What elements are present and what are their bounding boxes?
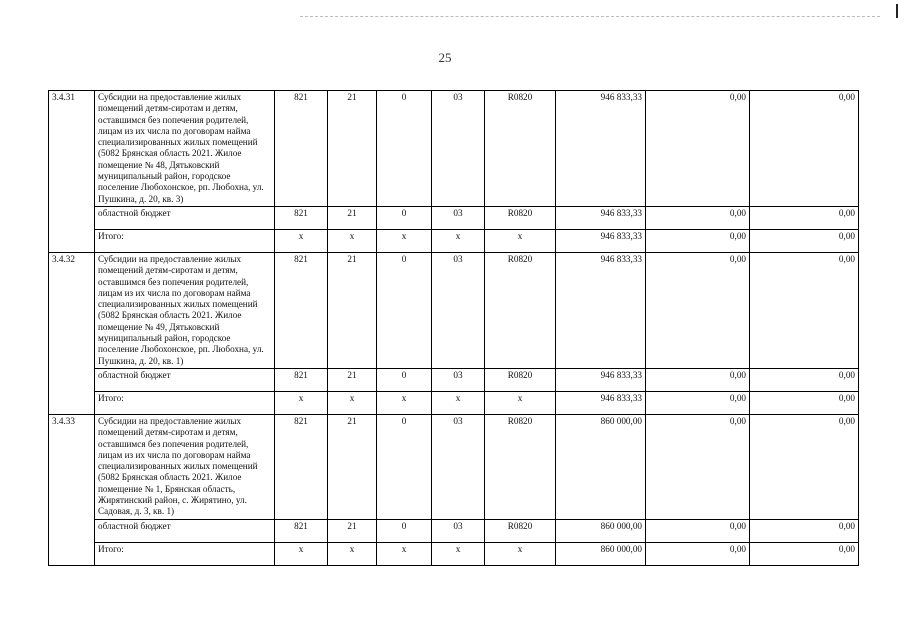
amount-2022: 0,00: [646, 519, 750, 542]
classification-cell: x: [485, 542, 556, 565]
classification-cell: 03: [432, 368, 485, 391]
amount-2021: 860 000,00: [556, 414, 646, 519]
classification-cell: 03: [432, 206, 485, 229]
scan-header-rule: [300, 16, 880, 17]
classification-cell: 821: [275, 368, 328, 391]
row-label: областной бюджет: [95, 368, 275, 391]
classification-cell: x: [275, 542, 328, 565]
row-label: Итого:: [95, 229, 275, 252]
classification-cell: 03: [432, 519, 485, 542]
budget-table-body: [49, 91, 859, 566]
row-label: областной бюджет: [95, 206, 275, 229]
classification-cell: 21: [328, 414, 377, 519]
classification-cell: R0820: [485, 414, 556, 519]
classification-cell: 21: [328, 252, 377, 368]
classification-cell: x: [377, 229, 432, 252]
classification-cell: 21: [328, 91, 377, 207]
classification-cell: 03: [432, 414, 485, 519]
item-code: 3.4.33: [49, 414, 95, 565]
row-label: областной бюджет: [95, 519, 275, 542]
classification-cell: x: [432, 391, 485, 414]
amount-2021: 946 833,33: [556, 91, 646, 207]
item-description: Субсидии на предоставление жилых помещений детям-сиротам и детям, оставшимся без попечения родителей, лицам из их числа по договорам найма специализированных жилых помещений (5082 Брянская область 2021. Жилое помещение № 49, Дятьковский муниципальный район, городское поселение Любохонское, рп. Любохна, ул. Пушкина, д. 20, кв. 1): [95, 252, 275, 368]
classification-cell: x: [377, 391, 432, 414]
classification-cell: R0820: [485, 206, 556, 229]
classification-cell: 0: [377, 519, 432, 542]
classification-cell: x: [432, 229, 485, 252]
table-row-budget-source: [49, 368, 859, 391]
amount-2023: 0,00: [750, 368, 859, 391]
scan-edge-mark: [896, 4, 898, 18]
amount-2023: 0,00: [750, 414, 859, 519]
table-row-total: [49, 229, 859, 252]
amount-2022: 0,00: [646, 414, 750, 519]
amount-2021: 946 833,33: [556, 368, 646, 391]
classification-cell: x: [328, 391, 377, 414]
classification-cell: R0820: [485, 91, 556, 207]
classification-cell: 821: [275, 414, 328, 519]
table-row-total: [49, 391, 859, 414]
row-label: Итого:: [95, 542, 275, 565]
table-row-total: [49, 542, 859, 565]
classification-cell: R0820: [485, 252, 556, 368]
classification-cell: x: [485, 391, 556, 414]
classification-cell: x: [432, 542, 485, 565]
amount-2023: 0,00: [750, 252, 859, 368]
page-number: 25: [438, 50, 452, 65]
classification-cell: 21: [328, 206, 377, 229]
amount-2023: 0,00: [750, 206, 859, 229]
classification-cell: 03: [432, 252, 485, 368]
classification-cell: 03: [432, 91, 485, 207]
classification-cell: 821: [275, 91, 328, 207]
amount-2022: 0,00: [646, 368, 750, 391]
classification-cell: 0: [377, 368, 432, 391]
amount-2021: 946 833,33: [556, 391, 646, 414]
amount-2021: 946 833,33: [556, 229, 646, 252]
item-description: Субсидии на предоставление жилых помещений детям-сиротам и детям, оставшимся без попечения родителей, лицам из их числа по договорам найма специализированных жилых помещений (5082 Брянская область 2021. Жилое помещение № 1, Брянская область, Жирятинский район, с. Жирятино, ул. Садовая, д. 3, кв. 1): [95, 414, 275, 519]
classification-cell: x: [377, 542, 432, 565]
table-row-budget-source: [49, 519, 859, 542]
classification-cell: 0: [377, 414, 432, 519]
classification-cell: 0: [377, 252, 432, 368]
amount-2022: 0,00: [646, 229, 750, 252]
classification-cell: 821: [275, 252, 328, 368]
classification-cell: x: [485, 229, 556, 252]
classification-cell: 821: [275, 206, 328, 229]
classification-cell: x: [328, 542, 377, 565]
amount-2022: 0,00: [646, 391, 750, 414]
classification-cell: 821: [275, 519, 328, 542]
amount-2022: 0,00: [646, 91, 750, 207]
classification-cell: 21: [328, 368, 377, 391]
amount-2023: 0,00: [750, 229, 859, 252]
amount-2023: 0,00: [750, 391, 859, 414]
table-row-item: [49, 414, 859, 519]
row-label: Итого:: [95, 391, 275, 414]
item-description: Субсидии на предоставление жилых помещений детям-сиротам и детям, оставшимся без попечения родителей, лицам из их числа по договорам найма специализированных жилых помещений (5082 Брянская область 2021. Жилое помещение № 48, Дятьковский муниципальный район, городское поселение Любохонское, рп. Любохна, ул. Пушкина, д. 20, кв. 3): [95, 91, 275, 207]
classification-cell: R0820: [485, 368, 556, 391]
item-code: 3.4.31: [49, 91, 95, 253]
table-row-item: [49, 252, 859, 368]
classification-cell: x: [328, 229, 377, 252]
amount-2022: 0,00: [646, 252, 750, 368]
amount-2021: 860 000,00: [556, 542, 646, 565]
classification-cell: x: [275, 229, 328, 252]
classification-cell: 0: [377, 91, 432, 207]
table-row-budget-source: [49, 206, 859, 229]
amount-2021: 860 000,00: [556, 519, 646, 542]
item-code: 3.4.32: [49, 252, 95, 414]
classification-cell: R0820: [485, 519, 556, 542]
amount-2023: 0,00: [750, 519, 859, 542]
amount-2021: 946 833,33: [556, 206, 646, 229]
classification-cell: 21: [328, 519, 377, 542]
classification-cell: x: [275, 391, 328, 414]
classification-cell: 0: [377, 206, 432, 229]
amount-2021: 946 833,33: [556, 252, 646, 368]
amount-2023: 0,00: [750, 91, 859, 207]
budget-table: [48, 90, 859, 566]
amount-2022: 0,00: [646, 542, 750, 565]
amount-2023: 0,00: [750, 542, 859, 565]
table-row-item: [49, 91, 859, 207]
amount-2022: 0,00: [646, 206, 750, 229]
